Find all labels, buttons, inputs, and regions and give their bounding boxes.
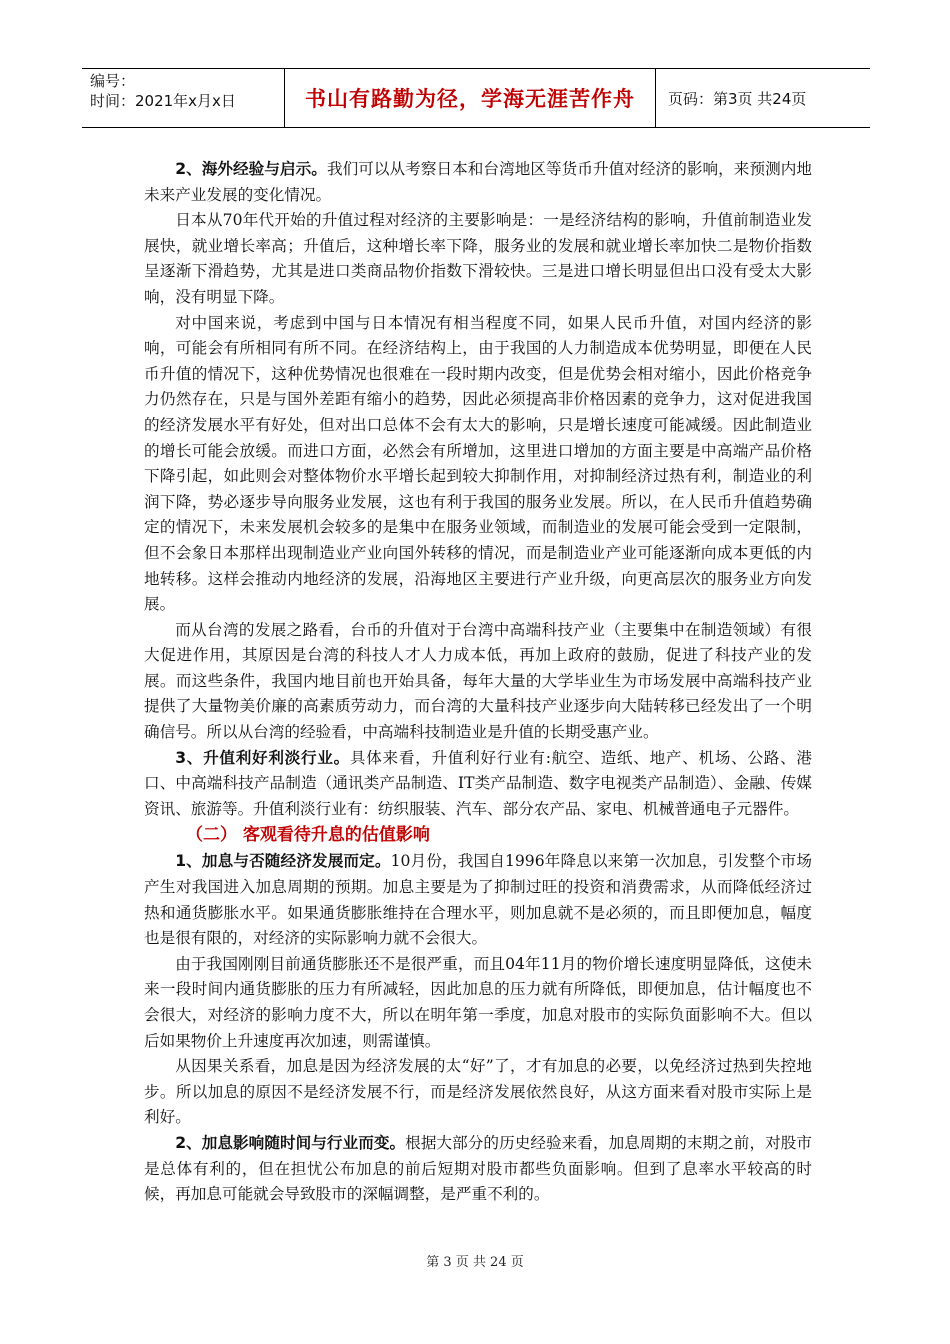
header-motto: 书山有路勤为径，学海无涯苦作舟 <box>285 69 656 127</box>
paragraph-text: 根据大部分的历史经验来看，加息周期的末期之前，对股市是总体有利的，但在担忧公布加息的前后短期对股市都些负面影响。但到了息率水平较高的时候，再加息可能就会导致股市的深幅调整，是严重不利的。 <box>144 1133 812 1204</box>
paragraph <box>144 849 812 951</box>
paragraph-heading: 2、加息影响随时间与行业而变。 <box>175 1133 406 1152</box>
paragraph-text: 我们可以从考察日本和台湾地区等货币升值对经济的影响，来预测内地未来产业发展的变化情况。 <box>144 160 812 204</box>
paragraph-heading: 2、海外经验与启示。 <box>175 160 327 178</box>
paragraph-text: 10月份，我国自1996年降息以来第一次加息，引发整个市场产生对我国进入加息周期的预期。加息主要是为了抑制过旺的投资和消费需求，从而降低经济过热和通货膨胀水平。如果通货膨胀维持在合理水平，则加息就不是必须的，而且即便加息，幅度也是很有限的，对经济的实际影响力就不会很大。 <box>144 852 812 948</box>
paragraph-heading: 1、加息与否随经济发展而定。 <box>175 852 391 871</box>
date-label: 时间：2021年x月x日 <box>90 92 236 110</box>
paragraph: 而从台湾的发展之路看，台币的升值对于台湾中高端科技产业（主要集中在制造领域）有很大促进作用，其原因是台湾的科技人才人力成本低，再加上政府的鼓励，促进了科技产业的发展。而这些条件，我国内地目前也开始具备，每年大量的大学毕业生为市场发展中高端科技产业提供了大量物美价廉的高素质劳动力，而台湾的大量科技产业逐步向大陆转移已经发出了一个明确信号。所以从台湾的经验看，中高端科技制造业是升值的长期受惠产业。 <box>144 620 812 742</box>
paragraph <box>144 746 812 823</box>
header-meta <box>82 69 285 127</box>
serial-label: 编号： <box>90 72 136 90</box>
paragraph: 对中国来说，考虑到中国与日本情况有相当程度不同，如果人民币升值，对国内经济的影响，可能会有所相同有所不同。在经济结构上，由于我国的人力制造成本优势明显，即便在人民币升值的情况下，这种优势情况也很难在一段时期内改变，但是优势会相对缩小，因此价格竞争力仍然存在，只是与国外差距有缩小的趋势，因此必须提高非价格因素的竞争力，这对促进我国的经济发展水平有好处，但对出口总体不会有太大的影响，只是增长速度可能减缓。因此制造业的增长可能会放缓。而进口方面，必然会有所增加，这里进口增加的方面主要是中高端产品价格下降引起，如此则会对整体物价水平增长起到较大抑制作用，对抑制经济过热有利，制造业的利润下降，势必逐步导向服务业发展，这也有利于我国的服务业发展。所以，在人民币升值趋势确定的情况下，未来发展机会较多的是集中在服务业领域，而制造业的发展可能会受到一定限制，但不会象日本那样出现制造业产业向国外转移的情况，而是制造业产业可能逐渐向成本更低的内地转移。这样会推动内地经济的发展，沿海地区主要进行产业升级，向更高层次的服务业方向发展。 <box>144 313 812 614</box>
paragraph-text: 具体来看，升值利好行业有:航空、造纸、地产、机场、公路、港口、中高端科技产品制造（通讯类产品制造、IT类产品制造、数字电视类产品制造）、金融、传媒资讯、旅游等。升值利淡行业有：纺织服装、汽车、部分农产品、家电、机械普通电子元器件。 <box>144 748 812 818</box>
paragraph <box>144 157 812 208</box>
section-title: （二） 客观看待升息的估值影响 <box>186 825 430 846</box>
document-body <box>144 157 812 1208</box>
paragraph: 日本从70年代开始的升值过程对经济的主要影响是：一是经济结构的影响，升值前制造业发展快，就业增长率高；升值后，这种增长率下降，服务业的发展和就业增长率加快二是物价指数呈逐渐下滑趋势，尤其是进口类商品物价指数下滑较快。三是进口增长明显但出口没有受太大影响，没有明显下降。 <box>144 211 812 306</box>
header-page-label: 页码：第3页 共24页 <box>668 89 807 108</box>
page-header <box>82 68 870 128</box>
paragraph <box>144 1131 812 1208</box>
paragraph: 从因果关系看，加息是因为经济发展的太“好”了，才有加息的必要，以免经济过热到失控地步。所以加息的原因不是经济发展不行，而是经济发展依然良好，从这方面来看对股市实际上是利好。 <box>144 1057 812 1127</box>
paragraph-heading: 3、升值利好利淡行业。 <box>175 748 350 767</box>
page-footer: 第 3 页 共 24 页 <box>426 1255 524 1270</box>
paragraph: 由于我国刚刚目前通货膨胀还不是很严重，而且04年11月的物价增长速度明显降低，这使未来一段时间内通货膨胀的压力有所减轻，因此加息的压力就有所降低，即便加息，估计幅度也不会很大，对经济的影响力度不大，所以在明年第一季度，加息对股市的实际负面影响不大。但以后如果物价上升速度再次加速，则需谨慎。 <box>144 954 812 1050</box>
